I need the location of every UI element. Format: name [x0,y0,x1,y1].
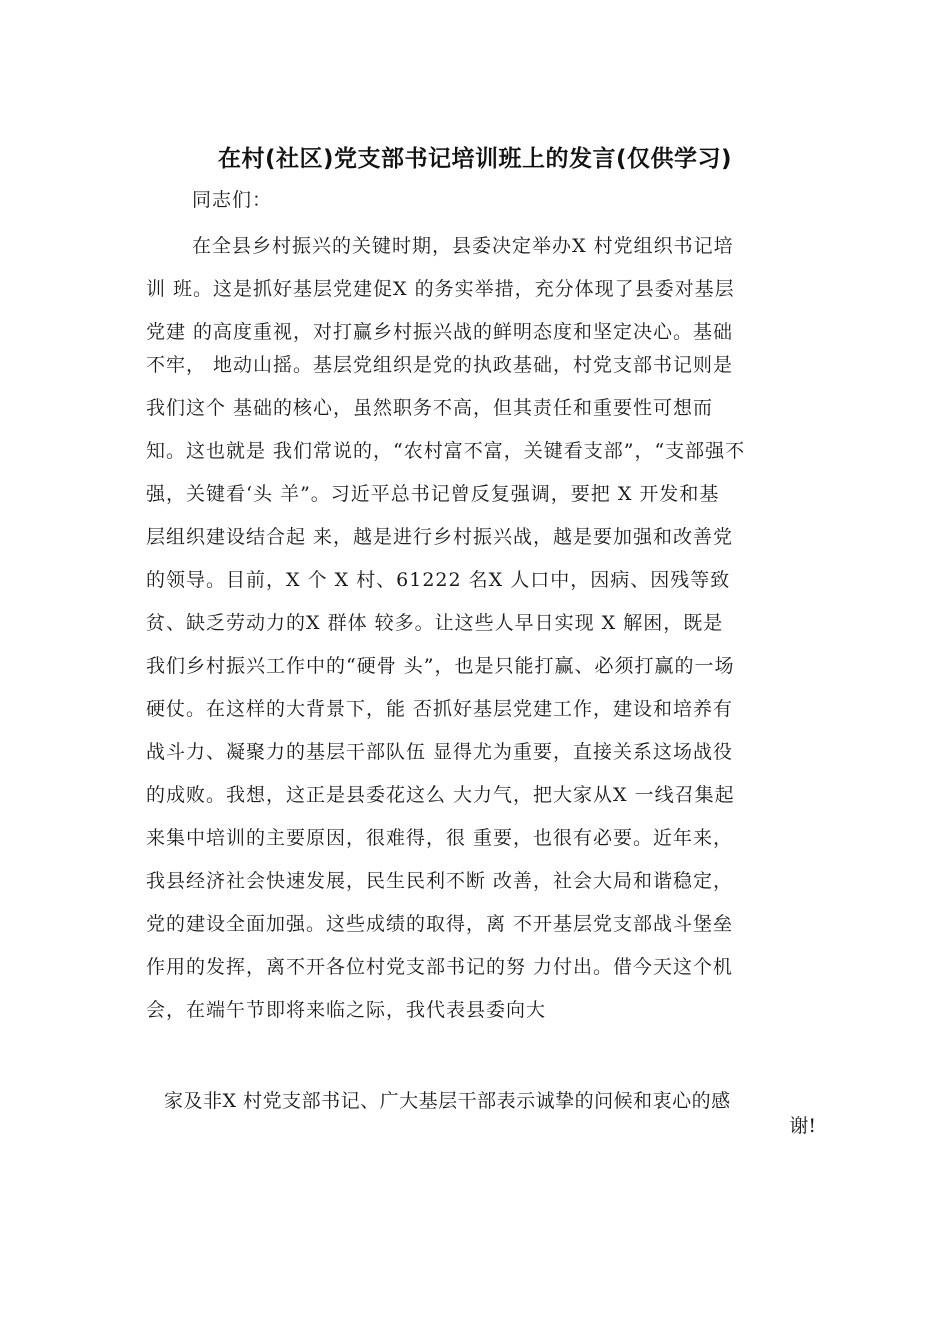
body-line: 层组织建设结合起 来，越是进行乡村振兴战，越是要加强和改善党 [146,526,734,548]
salutation: 同志们： [192,189,273,211]
body-line: 硬仗。在这样的大背景下，能 否抓好基层党建工作，建设和培养有 [146,698,734,720]
body-line: 的领导。目前，X 个 X 村、61222 名X 人口中，因病、因残等致 [146,569,731,591]
closing-line-end: 谢! [789,1115,816,1137]
body-line: 党建 的高度重视，对打赢乡村振兴战的鲜明态度和坚定决心。基础 [146,321,734,343]
closing-line: 家及非X 村党支部书记、广大基层干部表示诚挚的问候和衷心的感 [164,1090,731,1112]
body-line: 训 班。这是抓好基层党建促X 的务实举措，充分体现了县委对基层 [146,278,735,300]
body-line: 来集中培训的主要原因，很难得，很 重要，也很有必要。近年来， [146,827,734,849]
body-line: 我县经济社会快速发展，民生民利不断 改善，社会大局和谐稳定， [146,870,734,892]
body-line: 我们乡村振兴工作中的“硬骨 头”，也是只能打赢、必须打赢的一场 [146,655,735,677]
body-line: 我们这个 基础的核心，虽然职务不高，但其责任和重要性可想而 [146,397,714,419]
body-line: 会，在端午节即将来临之际，我代表县委向大 [146,999,547,1021]
body-line: 不牢， 地动山摇。基层党组织是党的执政基础，村党支部书记则是 [146,354,734,376]
body-line: 作用的发挥，离不开各位村党支部书记的努 力付出。借今天这个机 [146,956,734,978]
body-line: 战斗力、凝聚力的基层干部队伍 显得尤为重要，直接关系这场战役 [146,741,734,763]
body-line: 在全县乡村振兴的关键时期，县委决定举办X 村党组织书记培 [192,235,734,257]
body-line: 强，关键看‘头 羊”。习近平总书记曾反复强调，要把 X 开发和基 [146,483,720,505]
body-line: 党的建设全面加强。这些成绩的取得，离 不开基层党支部战斗堡垒 [146,913,734,935]
document-title: 在村(社区)党支部书记培训班上的发言(仅供学习) [217,146,733,172]
body-line: 贫、缺乏劳动力的X 群体 较多。让这些人早日实现 X 解困，既是 [146,612,724,634]
body-line: 的成败。我想，这正是县委花这么 大力气，把大家从X 一线召集起 [146,784,735,806]
body-line: 知。这也就是 我们常说的，“农村富不富，关键看支部”，“支部强不 [146,440,746,462]
